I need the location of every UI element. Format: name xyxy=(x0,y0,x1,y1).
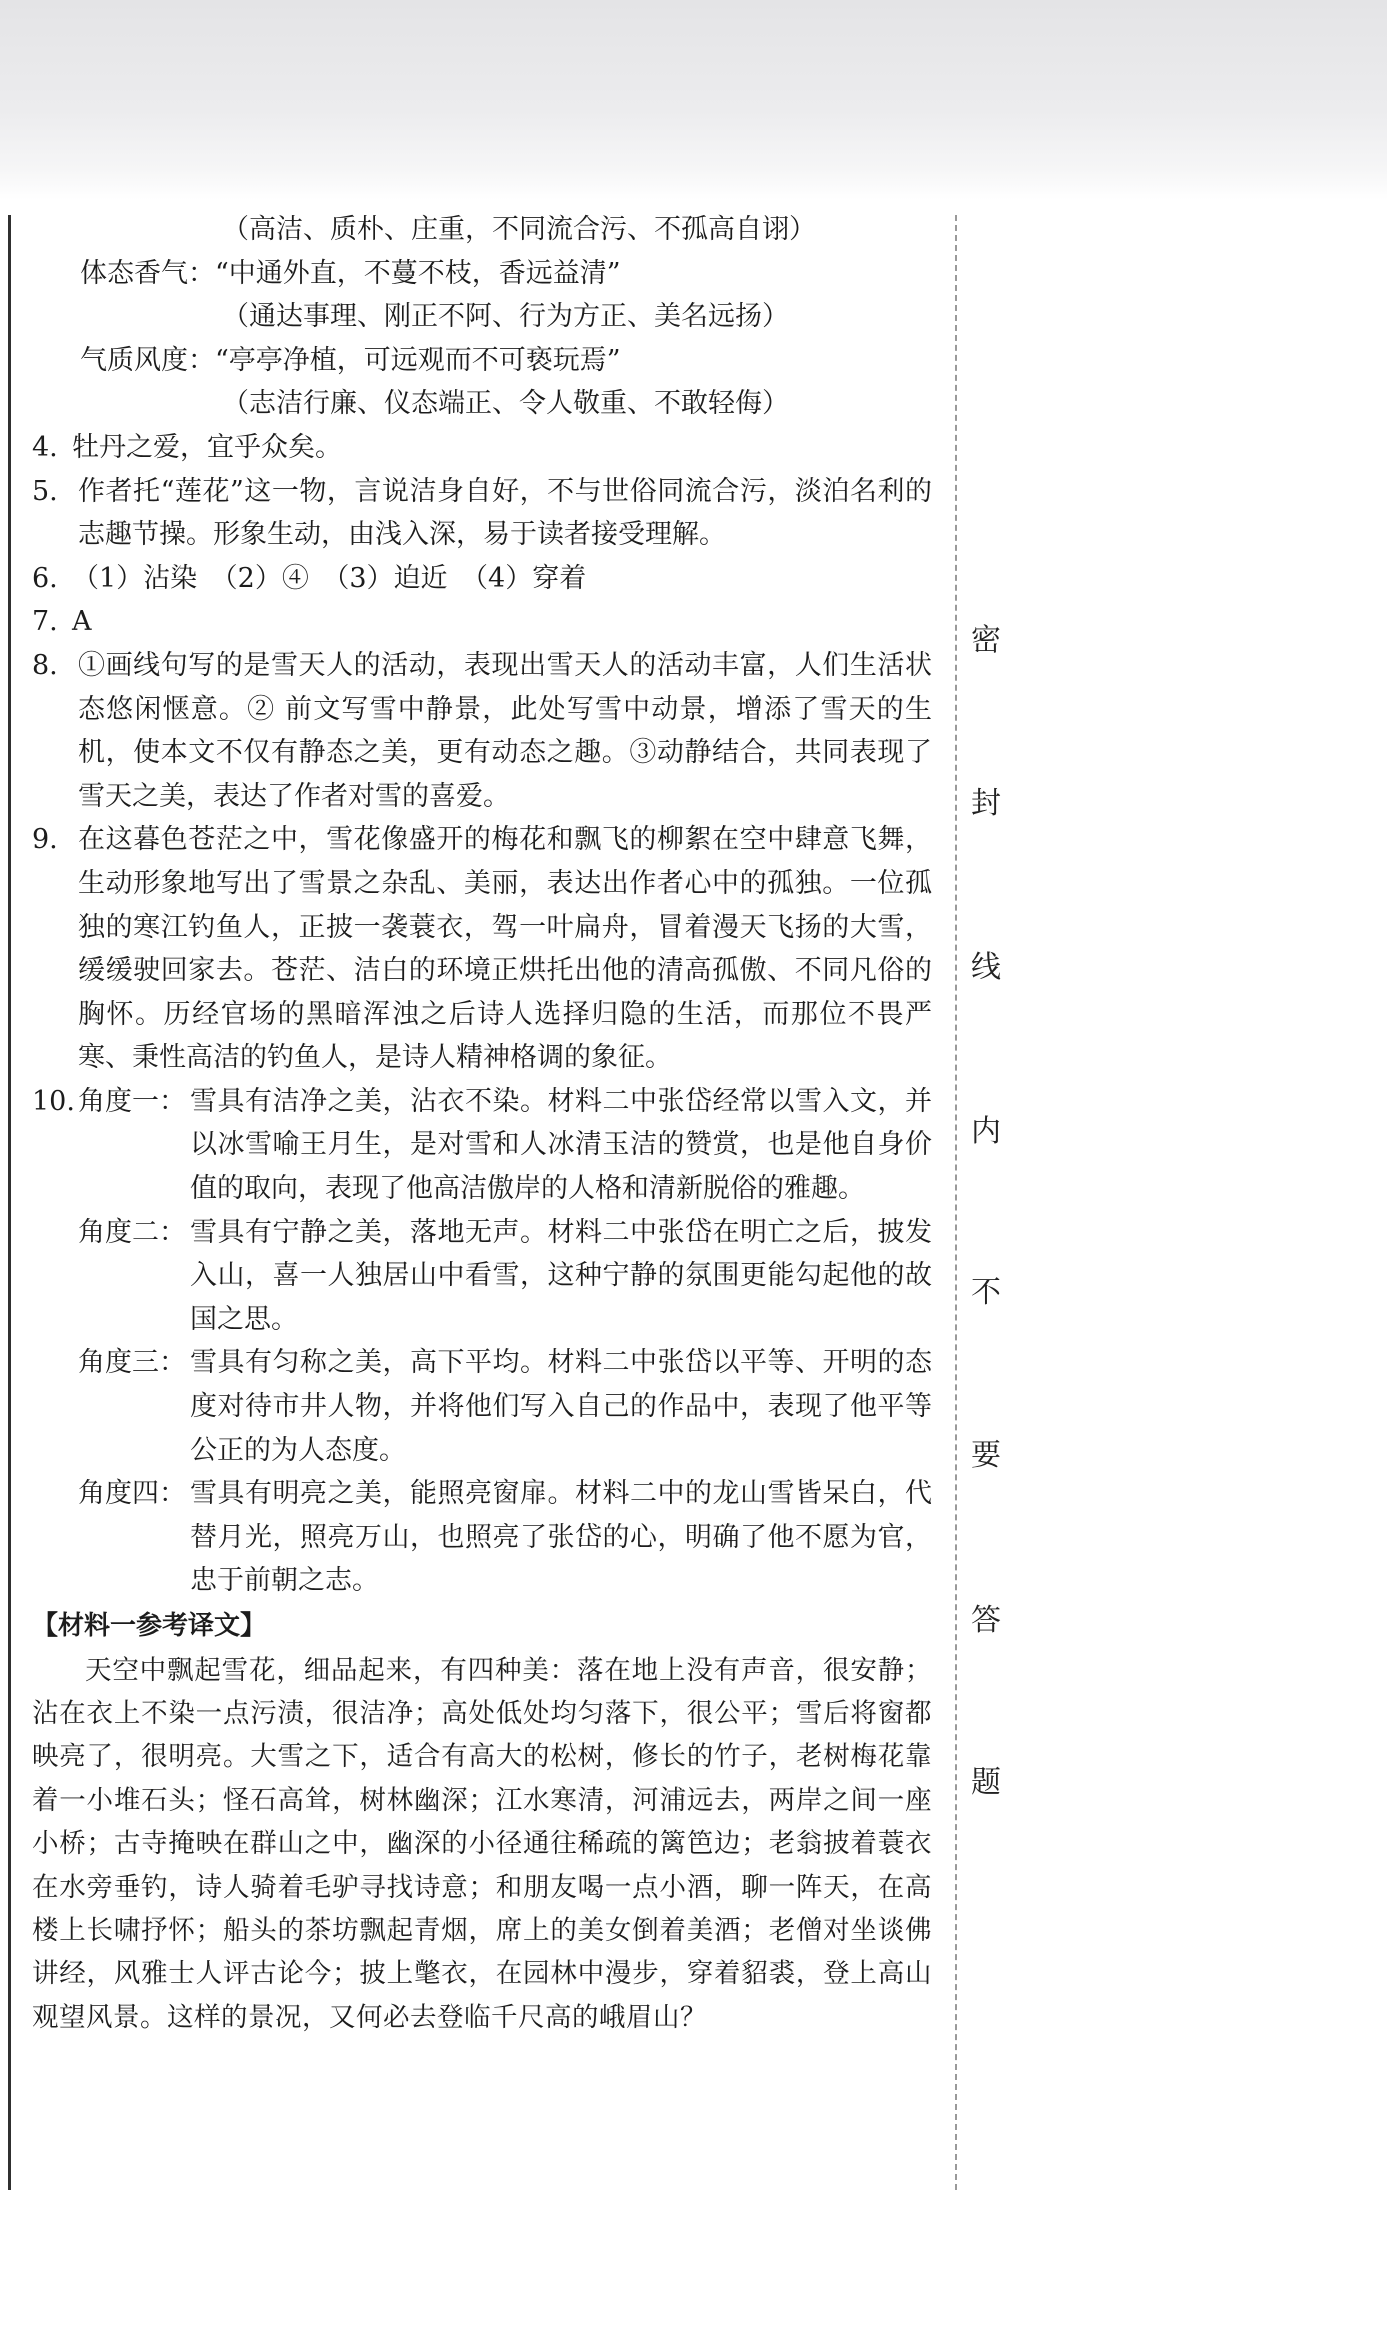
feature-line: 体态香气：“中通外直，不蔓不枝，香远益清” xyxy=(80,257,621,289)
note-line: （高洁、质朴、庄重，不同流合污、不孤高自诩） xyxy=(222,214,816,245)
left-margin-rule xyxy=(8,215,11,2190)
item-text: ①画线句写的是雪天人的活动，表现出雪天人的活动丰富，人们生活状态悠闲惬意。② 前文写雪中静景，此处写雪中动景，增添了雪天的生机，使本文不仅有静态之美，更有动态之趣。③动静结合，共同表现了雪天之美，表达了作者对雪的喜爱。 xyxy=(78,649,932,812)
seal-char: 内 xyxy=(971,1114,1001,1149)
angle-text: 雪具有匀称之美，高下平均。材料二中张岱以平等、开明的态度对待市井人物，并将他们写入自己的作品中，表现了他平等公正的为人态度。 xyxy=(190,1347,932,1466)
item-text: A xyxy=(72,606,92,638)
angle-label: 角度四： xyxy=(78,1478,186,1510)
answer-content xyxy=(32,208,932,2039)
seal-char: 题 xyxy=(971,1765,1001,1800)
translation-heading: 【材料一参考译文】 xyxy=(32,1611,267,1641)
seal-dashed-line xyxy=(955,215,957,2190)
item-text: 牡丹之爱，宜乎众矣。 xyxy=(72,431,342,463)
answer-item-10 xyxy=(32,1080,932,1603)
seal-char: 封 xyxy=(971,786,1001,821)
seal-char: 线 xyxy=(971,950,1001,985)
angle-label: 角度三： xyxy=(78,1347,186,1379)
seal-char: 不 xyxy=(971,1275,1001,1310)
item-number: 5. xyxy=(32,475,58,507)
seal-char: 密 xyxy=(971,623,1001,658)
angle-text: 雪具有宁静之美，落地无声。材料二中张岱在明亡之后，披发入山，喜一人独居山中看雪，这种宁静的氛围更能勾起他的故国之思。 xyxy=(190,1216,932,1335)
angle-label: 角度一： xyxy=(78,1085,186,1117)
item-number: 6. xyxy=(32,562,58,594)
item-text: 在这暮色苍茫之中，雪花像盛开的梅花和飘飞的柳絮在空中肆意飞舞，生动形象地写出了雪景之杂乱、美丽，表达出作者心中的孤独。一位孤独的寒江钓鱼人，正披一袭蓑衣，驾一叶扁舟，冒着漫天飞扬的大雪，缓缓驶回家去。苍茫、洁白的环境正烘托出他的清高孤傲、不同凡俗的胸怀。历经官场的黑暗浑浊之后诗人选择归隐的生活，而那位不畏严寒、秉性高洁的钓鱼人，是诗人精神格调的象征。 xyxy=(78,824,932,1074)
item-number: 9. xyxy=(32,824,58,856)
note-line: （志洁行廉、仪态端正、令人敬重、不敢轻侮） xyxy=(222,388,789,420)
angle-4 xyxy=(32,1472,932,1603)
item-number: 4. xyxy=(32,431,58,463)
angle-text: 雪具有明亮之美，能照亮窗扉。材料二中的龙山雪皆呆白，代替月光，照亮万山，也照亮了张岱的心，明确了他不愿为官，忠于前朝之志。 xyxy=(190,1478,932,1597)
item-number: 7. xyxy=(32,606,58,638)
answer-item-7 xyxy=(32,600,932,644)
answer-item-5 xyxy=(32,470,932,557)
feature-line: 气质风度：“亭亭净植，可远观而不可亵玩焉” xyxy=(80,344,621,376)
answer-item-9 xyxy=(32,818,932,1080)
angle-label: 角度二： xyxy=(78,1216,186,1248)
answer-item-8 xyxy=(32,644,932,818)
angle-2 xyxy=(32,1211,932,1342)
answer-item-6 xyxy=(32,557,932,601)
note-line: （通达事理、刚正不阿、行为方正、美名远扬） xyxy=(222,301,789,333)
scan-top-shadow xyxy=(0,0,1387,200)
seal-char: 要 xyxy=(971,1438,1001,1473)
angle-text: 雪具有洁净之美，沾衣不染。材料二中张岱经常以雪入文，并以冰雪喻王月生，是对雪和人冰清玉洁的赞赏，也是他自身价值的取向，表现了他高洁傲岸的人格和清新脱俗的雅趣。 xyxy=(190,1085,932,1205)
item-number: 10. xyxy=(32,1085,75,1117)
angle-1 xyxy=(32,1080,932,1211)
translation-body: 天空中飘起雪花，细品起来，有四种美：落在地上没有声音，很安静；沾在衣上不染一点污渍，很洁净；高处低处均匀落下，很公平；雪后将窗都映亮了，很明亮。大雪之下，适合有高大的松树，修长的竹子，老树梅花靠着一小堆石头；怪石高耸，树林幽深；江水寒清，河浦远去，两岸之间一座小桥；古寺掩映在群山之中，幽深的小径通往稀疏的篱笆边；老翁披着蓑衣在水旁垂钓，诗人骑着毛驴寻找诗意；和朋友喝一点小酒，聊一阵天，在高楼上长啸抒怀；船头的茶坊飘起青烟，席上的美女倒着美酒；老僧对坐谈佛讲经，风雅士人评古论今；披上氅衣，在园林中漫步，穿着貂裘，登上高山观望风景。这样的景况，又何必去登临千尺高的峨眉山？ xyxy=(32,1654,932,2033)
item-text: 作者托“莲花”这一物，言说洁身自好，不与世俗同流合污，淡泊名利的志趣节操。形象生动，由浅入深，易于读者接受理解。 xyxy=(78,475,932,551)
item-text: （1）沾染 （2）④ （3）迫近 （4）穿着 xyxy=(72,562,587,594)
angle-3 xyxy=(32,1341,932,1472)
answer-item-4 xyxy=(32,426,932,470)
seal-char: 答 xyxy=(971,1603,1001,1638)
item-number: 8. xyxy=(32,649,58,681)
